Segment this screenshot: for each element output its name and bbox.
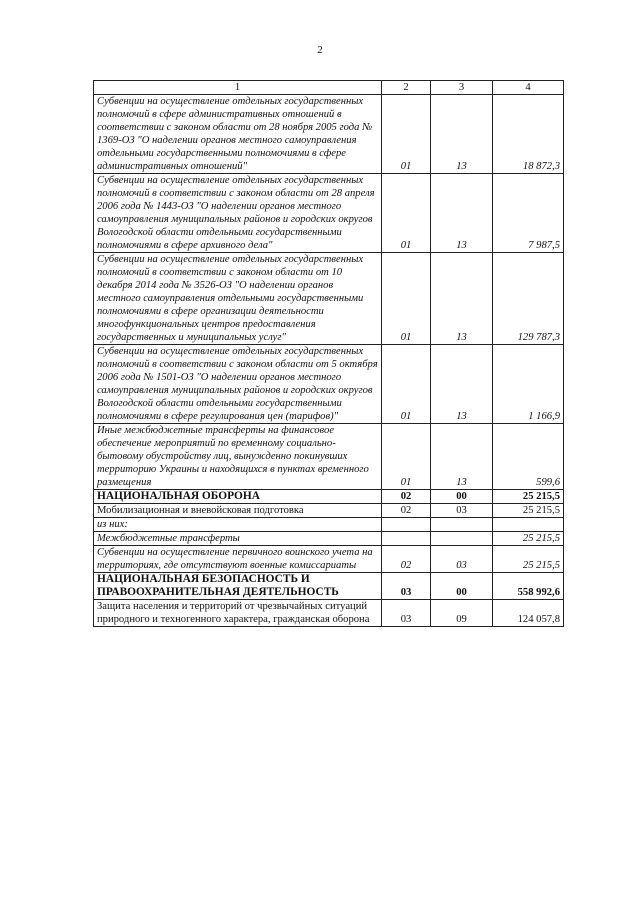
row-amount: 558 992,6 — [493, 573, 564, 600]
row-name: Субвенции на осуществление отдельных государственных полномочий в сфере административных отношений в соответствии с законом области от 28 ноября 2005 года № 1369-ОЗ "О наделении органов местного самоуправления отдельными государственными полномочиями в сфере административных отношений" — [94, 95, 382, 174]
row-amount: 18 872,3 — [493, 95, 564, 174]
table-row — [94, 518, 564, 532]
row-name: Субвенции на осуществление первичного воинского учета на территориях, где отсутствуют военные комиссариаты — [94, 546, 382, 573]
row-subsection: 00 — [431, 490, 493, 504]
row-amount: 1 166,9 — [493, 345, 564, 424]
row-section: 02 — [382, 546, 431, 573]
table-header-row — [94, 81, 564, 95]
row-subsection: 13 — [431, 95, 493, 174]
row-amount: 25 215,5 — [493, 504, 564, 518]
row-section: 01 — [382, 95, 431, 174]
row-name: Мобилизационная и вневойсковая подготовка — [94, 504, 382, 518]
row-subsection: 03 — [431, 546, 493, 573]
row-amount: 25 215,5 — [493, 490, 564, 504]
table-row — [94, 95, 564, 174]
row-subsection: 00 — [431, 573, 493, 600]
row-amount: 599,6 — [493, 424, 564, 490]
row-section: 01 — [382, 174, 431, 253]
row-subsection: 03 — [431, 504, 493, 518]
row-amount — [493, 518, 564, 532]
table-row — [94, 504, 564, 518]
row-section — [382, 532, 431, 546]
row-name: НАЦИОНАЛЬНАЯ БЕЗОПАСНОСТЬ И ПРАВООХРАНИТЕЛЬНАЯ ДЕЯТЕЛЬНОСТЬ — [94, 573, 382, 600]
table-row — [94, 600, 564, 627]
row-name: Иные межбюджетные трансферты на финансовое обеспечение мероприятий по временному социально-бытовому обустройству лиц, вынужденно покинувших территорию Украины и находящихся в пунктах временного размещения — [94, 424, 382, 490]
table-row — [94, 253, 564, 345]
row-subsection — [431, 532, 493, 546]
row-name: Субвенции на осуществление отдельных государственных полномочий в соответствии с законом области от 10 декабря 2014 года № 3526-ОЗ "О наделении органов местного самоуправления отдельными государственными полномочиями в сфере организации деятельности многофункциональных центров предоставления государственных и муниципальных услуг" — [94, 253, 382, 345]
row-name: из них: — [94, 518, 382, 532]
row-subsection — [431, 518, 493, 532]
row-subsection: 13 — [431, 424, 493, 490]
row-name: Субвенции на осуществление отдельных государственных полномочий в соответствии с законом области от 28 апреля 2006 года № 1443-ОЗ "О наделении органов местного самоуправления муниципальных районов и городских округов Вологодской области отдельными государственными полномочиями в сфере архивного дела" — [94, 174, 382, 253]
table-row — [94, 424, 564, 490]
header-col-2: 2 — [382, 81, 431, 95]
header-col-4: 4 — [493, 81, 564, 95]
row-name: Защита населения и территорий от чрезвычайных ситуаций природного и техногенного характера, гражданская оборона — [94, 600, 382, 627]
row-subsection: 13 — [431, 253, 493, 345]
row-name: Межбюджетные трансферты — [94, 532, 382, 546]
row-section: 01 — [382, 345, 431, 424]
row-amount: 25 215,5 — [493, 532, 564, 546]
row-amount: 7 987,5 — [493, 174, 564, 253]
header-col-1: 1 — [94, 81, 382, 95]
row-subsection: 13 — [431, 345, 493, 424]
row-amount: 129 787,3 — [493, 253, 564, 345]
table-row — [94, 345, 564, 424]
row-section: 01 — [382, 424, 431, 490]
row-amount: 124 057,8 — [493, 600, 564, 627]
table-row — [94, 174, 564, 253]
row-section: 03 — [382, 600, 431, 627]
header-col-3: 3 — [431, 81, 493, 95]
table-row — [94, 532, 564, 546]
row-amount: 25 215,5 — [493, 546, 564, 573]
budget-table — [93, 80, 564, 627]
row-section: 01 — [382, 253, 431, 345]
row-section: 02 — [382, 504, 431, 518]
row-name: Субвенции на осуществление отдельных государственных полномочий в соответствии с законом области от 5 октября 2006 года № 1501-ОЗ "О наделении органов местного самоуправления муниципальных районов и городских округов Вологодской области отдельными государственными полномочиями в сфере регулирования цен (тарифов)" — [94, 345, 382, 424]
table-row-section-total — [94, 573, 564, 600]
table-row — [94, 546, 564, 573]
row-subsection: 09 — [431, 600, 493, 627]
row-section: 02 — [382, 490, 431, 504]
row-section — [382, 518, 431, 532]
table-row-section-total — [94, 490, 564, 504]
row-name: НАЦИОНАЛЬНАЯ ОБОРОНА — [94, 490, 382, 504]
row-subsection: 13 — [431, 174, 493, 253]
row-section: 03 — [382, 573, 431, 600]
page-number: 2 — [317, 44, 323, 56]
